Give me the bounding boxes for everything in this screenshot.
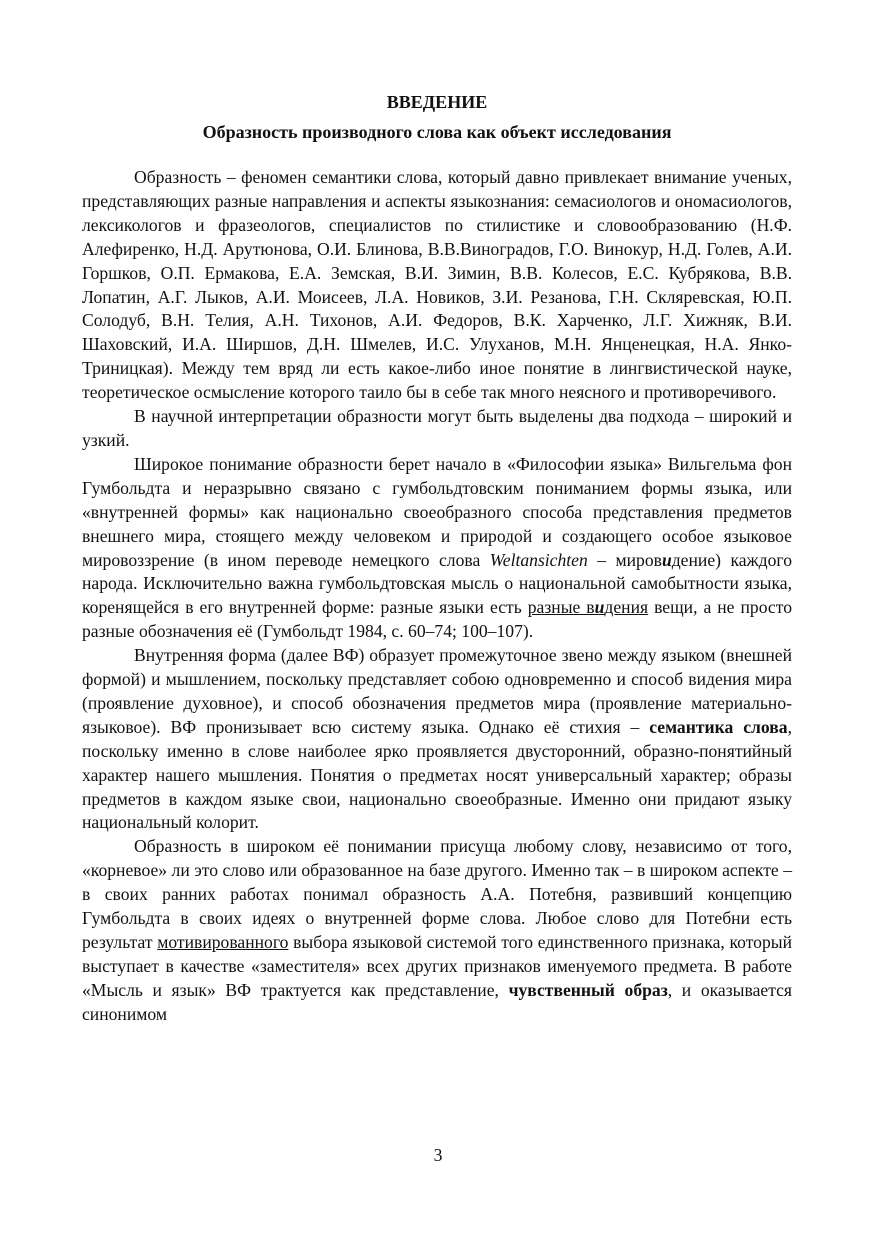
paragraph-5-text-a: Образность в широком её понимании присуща любому слову, независимо от того, «корневое» ли это слово или образованное на базе другого. Именно так – в широком аспекте – в своих ранних работах понимал образность А.А. Потебня, развивший концепцию Гумбольдта в своих идеях о внутренней форме слова. Любое слово для Потебни есть результат	[82, 836, 792, 952]
paragraph-3-text-c: – миров	[587, 549, 662, 570]
paragraph-2: В научной интерпретации образности могут быть выделены два подхода – широкий и узкий.	[82, 406, 792, 450]
section-subtitle: Образность производного слова как объект исследования	[202, 122, 672, 142]
page-number: 3	[433, 1145, 443, 1165]
paragraph-1: Образность – феномен семантики слова, который давно привлекает внимание ученых, представляющих разные направления и аспекты языкознания: семасиологов и ономасиологов, лексикологов и фразеологов, специалистов по стилистике и словообразованию (Н.Ф. Алефиренко, Н.Д. Арутюнова, О.И. Блинова, В.В.Виноградов, Г.О. Винокур, Н.Д. Голев, А.И. Горшков, О.П. Ермакова, Е.А. Земская, В.И. Зимин, В.В. Колесов, Е.С. Кубрякова, В.В. Лопатин, А.Г. Лыков, А.И. Моисеев, Л.А. Новиков, З.И. Резанова, Г.Н. Скляревская, Ю.П. Солодуб, В.Н. Телия, А.Н. Тихонов, А.И. Федоров, В.К. Харченко, Л.Г. Хижняк, В.И. Шаховский, И.А. Ширшов, Д.Н. Шмелев, И.С. Улуханов, М.Н. Янценецкая, Н.А. Янко-Триницкая). Между тем вряд ли есть какое-либо иное понятие в лингвистической науке, теоретическое осмысление которого таило бы в себе так много неясного и противоречивого.	[82, 167, 792, 403]
paragraph-3-text-a: Широкое понимание образности берет начало в «Философии языка» Вильгельма фон Гумбольдта и неразрывно связано с гумбольдтовским пониманием формы языка, или «внутренней формы» как национально своеобразного способа представления предметов внешнего мира, стоящего между человеком и природой и создающего особое языковое мировоззрение (в ином переводе немецкого слова	[82, 453, 792, 570]
italic-term-weltansichten: Weltansichten	[489, 549, 588, 570]
underlined-phrase	[528, 597, 648, 617]
paragraph-4	[82, 644, 792, 835]
paragraph-4-text-c: , поскольку именно в слове наиболее ярко проявляется двусторонний, образно-понятийный характер нашего мышления. Понятия о предметах носят универсальный характер; образы предметов в каждом языке свои, национально своеобразные. Именно они придают языку национальный колорит.	[82, 716, 792, 833]
document-page	[82, 90, 792, 1027]
paragraph-3-text-i: вещи, а не просто разные обозначения её (Гумбольдт 1984, с. 60–74; 100–107).	[82, 597, 792, 642]
stressed-letter-2: и	[594, 597, 605, 618]
underlined-phrase-part-1: разные в	[527, 597, 595, 618]
bold-term-sensory-image: чувственный образ	[508, 979, 668, 1000]
paragraph-3	[82, 453, 792, 644]
underlined-phrase-part-2: дения	[604, 597, 649, 618]
paragraph-4-text-a: Внутренняя форма (далее ВФ) образует промежуточное звено между языком (внешней формой) и мышлением, поскольку представляет собою одновременно и способ видения мира (проявление духовное), и способ обозначения предметов мира (проявление материально-языковое). ВФ пронизывает всю систему языка. Однако её стихия –	[82, 645, 792, 737]
underlined-term-motivated: мотивированного	[157, 932, 289, 952]
paragraph-3-text-e: дение) каждого народа. Исключительно важна гумбольдтовская мысль о национальной самобытности языка, коренящейся в его внутренней форме: разные языки есть	[82, 549, 793, 618]
paragraph-5-text-e: , и оказывается синонимом	[82, 979, 792, 1024]
chapter-title: ВВЕДЕНИЕ	[386, 92, 488, 112]
stressed-letter: и	[661, 549, 672, 570]
paragraph-5-text-c: выбора языковой системой того единственного признака, который выступает в качестве «заместителя» всех других признаков именуемого предмета. В работе «Мысль и язык» ВФ трактуется как представление,	[82, 932, 793, 1000]
paragraph-5	[82, 835, 792, 1026]
bold-term-semantics: семантика слова	[649, 716, 788, 737]
